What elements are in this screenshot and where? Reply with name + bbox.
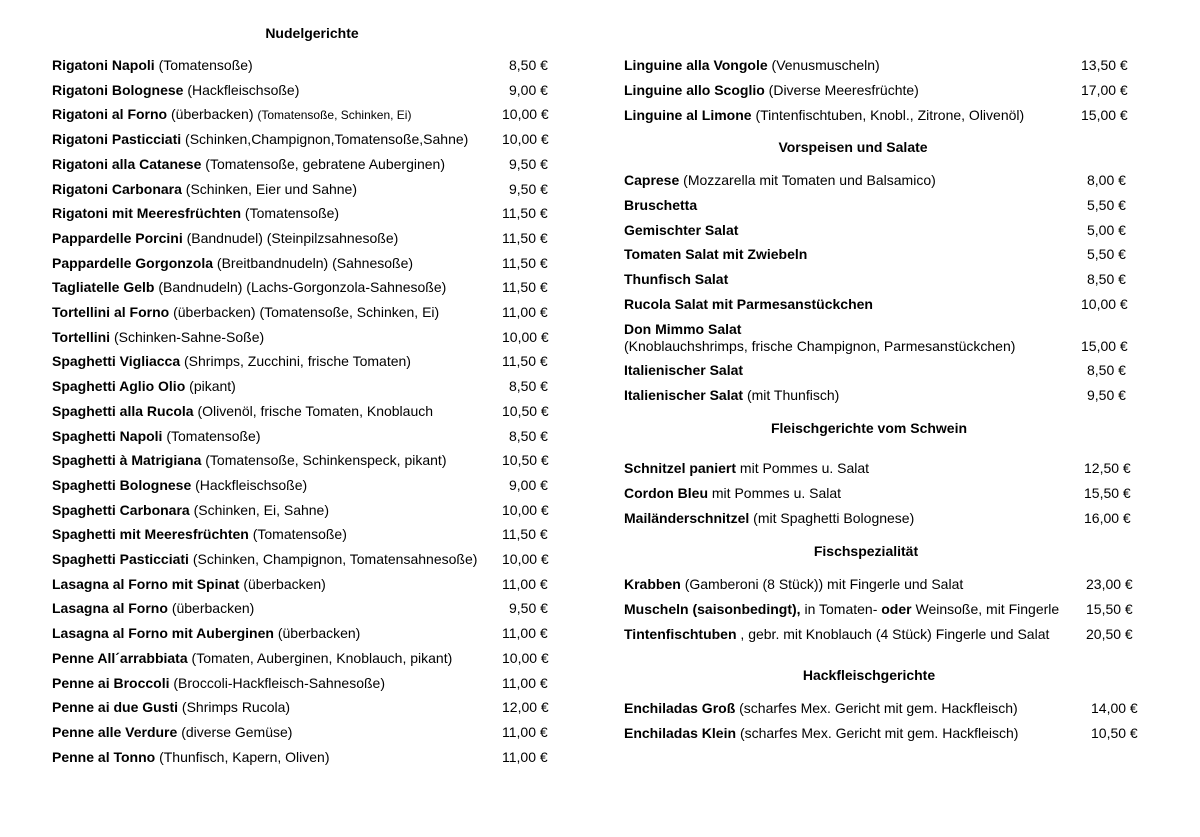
item-name: Spaghetti mit Meeresfrüchten bbox=[52, 526, 249, 543]
item-name: Enchiladas Groß bbox=[624, 700, 736, 716]
item-name: Lasagna al Forno bbox=[52, 600, 168, 617]
item-description-detail: (Tomatensoße, Schinken, Ei) bbox=[257, 108, 412, 123]
item-name: Rucola Salat mit Parmesanstückchen bbox=[624, 296, 873, 312]
item-description: (Tomatensoße) bbox=[244, 205, 340, 222]
menu-item bbox=[52, 131, 557, 147]
item-price: 10,00 € bbox=[502, 649, 549, 666]
item-name: Linguine al Limone bbox=[624, 107, 752, 123]
item-price: 13,50 € bbox=[1081, 57, 1128, 73]
item-description: (Tintenfischtuben, Knobl., Zitrone, Olivenöl) bbox=[755, 107, 1025, 123]
item-price: 23,00 € bbox=[1086, 576, 1133, 592]
menu-item bbox=[52, 156, 557, 172]
item-name: Spaghetti Carbonara bbox=[52, 501, 190, 518]
item-description: (Schinken,Champignon,Tomatensoße,Sahne) bbox=[185, 131, 469, 148]
item-name: Enchiladas Klein bbox=[624, 725, 737, 741]
menu-item bbox=[52, 378, 557, 394]
item-price: 9,50 € bbox=[1087, 387, 1126, 403]
item-description: (überbacken) bbox=[171, 600, 255, 617]
item-name: Krabben bbox=[624, 576, 681, 592]
menu-item bbox=[52, 452, 557, 468]
item-description: (Shrimps, Zucchini, frische Tomaten) bbox=[184, 353, 411, 370]
item-name: Pappardelle Gorgonzola bbox=[52, 254, 214, 271]
item-name: Caprese bbox=[624, 172, 680, 188]
item-description: (Schinken-Sahne-Soße) bbox=[113, 328, 265, 345]
item-price: 11,00 € bbox=[502, 748, 548, 765]
item-name: Tortellini bbox=[52, 328, 111, 345]
item-price: 16,00 € bbox=[1084, 510, 1131, 526]
item-description: (überbacken) bbox=[171, 106, 254, 123]
menu-item bbox=[624, 321, 1144, 354]
item-price: 10,00 € bbox=[502, 328, 549, 345]
item-name: Thunfisch Salat bbox=[624, 271, 729, 287]
menu-item bbox=[52, 279, 557, 295]
section-heading: Fischspezialität bbox=[813, 543, 919, 559]
item-price: 5,50 € bbox=[1087, 197, 1126, 213]
item-price: 9,50 € bbox=[509, 155, 548, 172]
item-description: (Gamberoni (8 Stück)) mit Fingerle und Salat bbox=[684, 576, 964, 592]
item-name: Tintenfischtuben bbox=[624, 626, 737, 642]
item-description: (Shrimps Rucola) bbox=[181, 699, 291, 716]
item-name: Rigatoni mit Meeresfrüchten bbox=[52, 205, 242, 222]
item-description-alt: Weinsoße, mit Fingerle bbox=[911, 601, 1060, 617]
item-description: , gebr. mit Knoblauch (4 Stück) Fingerle und Salat bbox=[740, 626, 1050, 642]
item-name: Tagliatelle Gelb bbox=[52, 279, 155, 296]
item-name: Italienischer Salat bbox=[624, 362, 744, 378]
item-description: (Diverse Meeresfrüchte) bbox=[768, 82, 919, 98]
item-price: 15,50 € bbox=[1086, 601, 1133, 617]
item-price: 15,50 € bbox=[1084, 485, 1131, 501]
menu-item bbox=[52, 576, 557, 592]
item-name-alt: oder bbox=[881, 601, 912, 617]
item-price: 20,50 € bbox=[1086, 626, 1133, 642]
item-description: (Hackfleischsoße) bbox=[195, 476, 308, 493]
item-name: Linguine alla Vongole bbox=[624, 57, 768, 73]
menu-item bbox=[52, 304, 557, 320]
menu-item bbox=[52, 724, 557, 740]
item-price: 11,50 € bbox=[502, 254, 548, 271]
item-name: Muscheln (saisonbedingt), bbox=[624, 601, 801, 617]
section-heading: Fleischgerichte vom Schwein bbox=[770, 420, 968, 436]
item-description: (mit Thunfisch) bbox=[746, 387, 840, 403]
section-heading: Hackfleischgerichte bbox=[802, 667, 936, 683]
item-price: 14,00 € bbox=[1091, 700, 1138, 716]
item-name: Pappardelle Porcini bbox=[52, 229, 183, 246]
item-name: Linguine allo Scoglio bbox=[624, 82, 765, 98]
item-price: 17,00 € bbox=[1081, 82, 1128, 98]
item-description: mit Pommes u. Salat bbox=[739, 460, 870, 476]
menu-item bbox=[52, 329, 557, 345]
item-description: (scharfes Mex. Gericht mit gem. Hackfleisch) bbox=[739, 725, 1019, 741]
menu-item bbox=[624, 172, 1144, 188]
menu-item bbox=[624, 362, 1144, 378]
item-name: Don Mimmo Salat bbox=[624, 321, 742, 337]
item-price: 8,50 € bbox=[509, 378, 548, 395]
menu-item bbox=[52, 526, 557, 542]
menu-item bbox=[52, 650, 557, 666]
item-description: (Schinken, Ei, Sahne) bbox=[193, 501, 329, 518]
menu-item bbox=[52, 625, 557, 641]
menu-item bbox=[52, 205, 557, 221]
item-description: (Tomatensoße) bbox=[252, 526, 347, 543]
item-price: 10,00 € bbox=[502, 106, 549, 123]
item-price: 15,00 € bbox=[1081, 107, 1128, 123]
item-price: 9,00 € bbox=[509, 81, 548, 98]
menu-item bbox=[52, 675, 557, 691]
item-name: Tomaten Salat mit Zwiebeln bbox=[624, 246, 808, 262]
menu-item bbox=[624, 485, 1144, 501]
item-price: 11,50 € bbox=[502, 526, 548, 543]
item-price: 11,50 € bbox=[502, 279, 548, 296]
item-price: 11,00 € bbox=[502, 304, 548, 320]
menu-item bbox=[624, 197, 1144, 213]
section-heading: Nudelgerichte bbox=[265, 25, 359, 41]
item-price: 11,00 € bbox=[502, 674, 548, 691]
item-price: 11,50 € bbox=[502, 229, 548, 246]
menu-item bbox=[624, 700, 1144, 716]
menu-item bbox=[624, 57, 1144, 73]
item-description: (diverse Gemüse) bbox=[181, 723, 293, 740]
menu-item bbox=[624, 510, 1144, 526]
menu-item bbox=[52, 699, 557, 715]
menu-item bbox=[52, 255, 557, 271]
item-description: (Schinken, Eier und Sahne) bbox=[185, 180, 358, 197]
item-name: Penne All´arrabbiata bbox=[52, 649, 188, 666]
item-price: 10,50 € bbox=[502, 452, 549, 469]
item-price: 12,00 € bbox=[502, 699, 549, 716]
menu-item bbox=[624, 222, 1144, 238]
item-price: 10,00 € bbox=[502, 551, 549, 567]
item-price: 9,00 € bbox=[509, 476, 548, 493]
menu-item bbox=[52, 106, 557, 122]
item-name: Rigatoni al Forno bbox=[52, 106, 168, 123]
item-name: Italienischer Salat bbox=[624, 387, 744, 403]
item-description: (Hackfleischsoße) bbox=[187, 81, 300, 98]
item-price: 8,00 € bbox=[1087, 172, 1126, 188]
menu-item bbox=[52, 353, 557, 369]
item-price: 5,50 € bbox=[1087, 246, 1126, 262]
item-description: (Tomatensoße, Schinkenspeck, pikant) bbox=[205, 452, 447, 469]
menu-item bbox=[52, 181, 557, 197]
item-description: (Mozzarella mit Tomaten und Balsamico) bbox=[683, 172, 936, 188]
item-name: Spaghetti Napoli bbox=[52, 427, 163, 444]
item-name: Rigatoni Bolognese bbox=[52, 81, 184, 98]
item-name: Rigatoni Napoli bbox=[52, 57, 155, 73]
item-price: 9,50 € bbox=[509, 180, 548, 197]
menu-item bbox=[52, 600, 557, 616]
item-description: (überbacken) (Tomatensoße, Schinken, Ei) bbox=[173, 304, 440, 320]
item-name: Rigatoni alla Catanese bbox=[52, 155, 202, 172]
item-price: 8,50 € bbox=[509, 57, 548, 73]
item-name: Lasagna al Forno mit Spinat bbox=[52, 575, 240, 592]
item-name: Spaghetti Aglio Olio bbox=[52, 378, 186, 395]
item-price: 10,00 € bbox=[502, 131, 549, 148]
menu-item bbox=[624, 725, 1144, 741]
item-price: 11,00 € bbox=[502, 723, 548, 740]
item-description: (Broccoli-Hackfleisch-Sahnesoße) bbox=[173, 674, 386, 691]
item-description: (pikant) bbox=[189, 378, 236, 395]
item-price: 11,50 € bbox=[502, 353, 548, 370]
item-price: 12,50 € bbox=[1084, 460, 1131, 476]
item-price: 10,00 € bbox=[502, 501, 549, 518]
menu-item bbox=[52, 230, 557, 246]
item-price: 11,50 € bbox=[502, 205, 548, 222]
item-price: 15,00 € bbox=[1081, 338, 1128, 354]
item-name: Bruschetta bbox=[624, 197, 698, 213]
item-description: (Schinken, Champignon, Tomatensahnesoße) bbox=[192, 551, 478, 567]
item-name: Rigatoni Pasticciati bbox=[52, 131, 182, 148]
item-price: 11,00 € bbox=[502, 575, 548, 592]
item-description: (Breitbandnudeln) (Sahnesoße) bbox=[216, 254, 414, 271]
item-price: 10,00 € bbox=[1081, 296, 1128, 312]
item-description: (Knoblauchshrimps, frische Champignon, Parmesanstückchen) bbox=[624, 338, 1016, 354]
item-description: (Bandnudeln) (Lachs-Gorgonzola-Sahnesoße) bbox=[158, 279, 447, 296]
menu-item bbox=[624, 626, 1144, 642]
menu-item bbox=[624, 576, 1144, 592]
item-name: Tortellini al Forno bbox=[52, 304, 170, 320]
item-description: (Venusmuscheln) bbox=[771, 57, 880, 73]
item-name: Lasagna al Forno mit Auberginen bbox=[52, 625, 274, 642]
item-description: (Tomatensoße, gebratene Auberginen) bbox=[205, 155, 445, 172]
item-name: Rigatoni Carbonara bbox=[52, 180, 182, 197]
item-name: Schnitzel paniert bbox=[624, 460, 737, 476]
item-price: 8,50 € bbox=[1087, 271, 1126, 287]
item-name: Penne ai Broccoli bbox=[52, 674, 170, 691]
item-price: 11,00 € bbox=[502, 625, 548, 642]
item-price: 5,00 € bbox=[1087, 222, 1126, 238]
menu-item bbox=[624, 296, 1144, 312]
menu-item bbox=[52, 57, 557, 73]
item-name: Spaghetti Pasticciati bbox=[52, 551, 189, 567]
menu-item bbox=[624, 246, 1144, 262]
item-price: 10,50 € bbox=[1091, 725, 1138, 741]
menu-item bbox=[52, 551, 557, 567]
item-price: 9,50 € bbox=[509, 600, 548, 617]
item-description: (Bandnudel) (Steinpilzsahnesoße) bbox=[186, 229, 399, 246]
item-description: (scharfes Mex. Gericht mit gem. Hackfleisch) bbox=[739, 700, 1018, 716]
item-name: Penne al Tonno bbox=[52, 748, 156, 765]
item-name: Penne ai due Gusti bbox=[52, 699, 179, 716]
item-description: in Tomaten- bbox=[804, 601, 882, 617]
item-price: 8,50 € bbox=[1087, 362, 1126, 378]
item-description: (Tomatensoße) bbox=[158, 57, 253, 73]
section-heading: Vorspeisen und Salate bbox=[778, 139, 928, 155]
item-name: Spaghetti Bolognese bbox=[52, 476, 192, 493]
menu-item bbox=[624, 82, 1144, 98]
item-description: (Olivenöl, frische Tomaten, Knoblauch bbox=[197, 402, 434, 419]
item-price: 10,50 € bbox=[502, 402, 549, 419]
item-name: Cordon Bleu bbox=[624, 485, 708, 501]
item-name: Gemischter Salat bbox=[624, 222, 739, 238]
menu-item bbox=[52, 477, 557, 493]
item-name: Spaghetti Vigliacca bbox=[52, 353, 181, 370]
menu-item bbox=[52, 749, 557, 765]
menu-item bbox=[624, 107, 1144, 123]
menu-item bbox=[52, 82, 557, 98]
item-description: (Tomaten, Auberginen, Knoblauch, pikant) bbox=[191, 649, 453, 666]
item-description: (überbacken) bbox=[243, 575, 326, 592]
menu-item bbox=[624, 271, 1144, 287]
item-name: Spaghetti à Matrigiana bbox=[52, 452, 202, 469]
item-description: mit Pommes u. Salat bbox=[711, 485, 842, 501]
item-description: (Thunfisch, Kapern, Oliven) bbox=[159, 748, 330, 765]
item-price: 8,50 € bbox=[509, 427, 548, 444]
menu-item bbox=[624, 460, 1144, 476]
item-name: Mailänderschnitzel bbox=[624, 510, 750, 526]
item-description: (überbacken) bbox=[277, 625, 361, 642]
item-name: Spaghetti alla Rucola bbox=[52, 402, 194, 419]
menu-item bbox=[52, 502, 557, 518]
item-name: Penne alle Verdure bbox=[52, 723, 178, 740]
item-description: (mit Spaghetti Bolognese) bbox=[753, 510, 915, 526]
menu-item bbox=[624, 387, 1144, 403]
menu-item bbox=[624, 601, 1144, 617]
menu-item bbox=[52, 403, 557, 419]
menu-item bbox=[52, 428, 557, 444]
item-description: (Tomatensoße) bbox=[166, 427, 261, 444]
